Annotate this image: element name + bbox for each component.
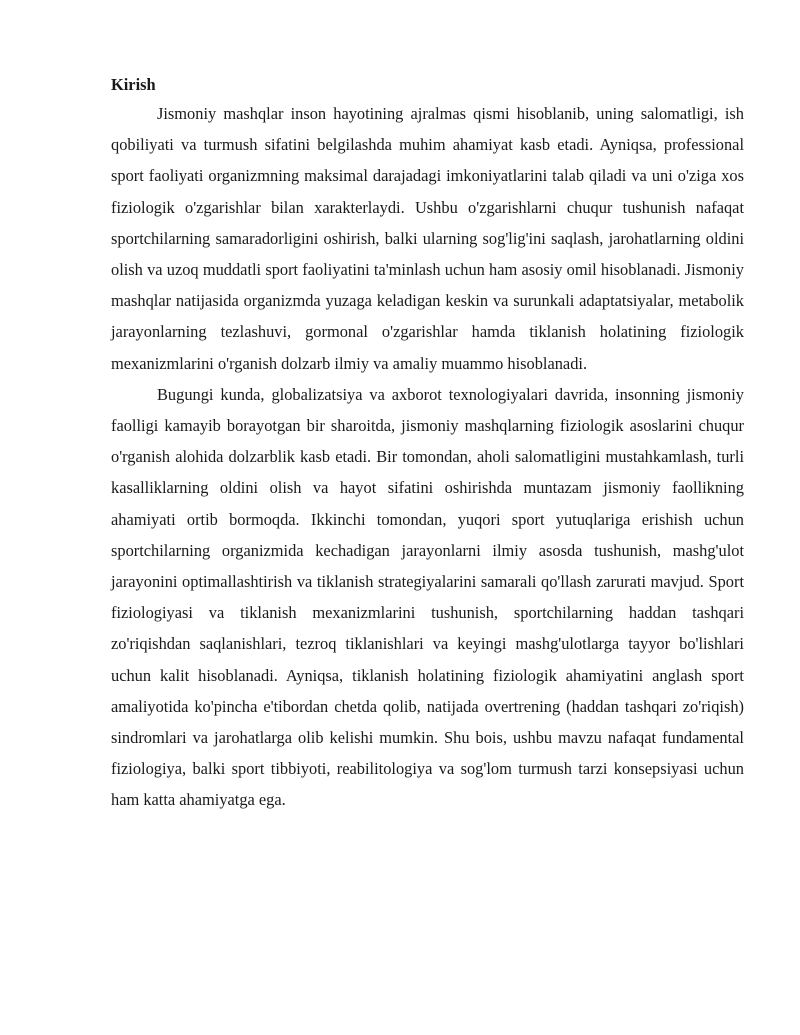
paragraph-1: Jismoniy mashqlar inson hayotining ajralmas qismi hisoblanib, uning salomatligi, ish qobiliyati va turmush sifatini belgilashda muhim ahamiyat kasb etadi. Ayniqsa, professional sport faoliyati organizmning maksimal darajadagi imkoniyatlarini talab qiladi va uni o'ziga xos fiziologik o'zgarishlar bilan xarakterlaydi. Ushbu o'zgarishlarni chuqur tushunish nafaqat sportchilarning samaradorligini oshirish, balki ularning sog'lig'ini saqlash, jarohatlarning oldini olish va uzoq muddatli sport faoliyatini ta'minlash uchun ham asosiy omil hisoblanadi. Jismoniy mashqlar natijasida organizmda yuzaga keladigan keskin va surunkali adaptatsiyalar, metabolik jarayonlarning tezlashuvi, gormonal o'zgarishlar hamda tiklanish holatining fiziologik mexanizmlarini o'rganish dolzarb ilmiy va amaliy muammo hisoblanadi. (111, 104, 744, 373)
section-heading: Kirish (111, 75, 156, 94)
paragraph-2: Bugungi kunda, globalizatsiya va axborot texnologiyalari davrida, insonning jismoniy faolligi kamayib borayotgan bir sharoitda, jismoniy mashqlarning fiziologik asoslarini chuqur o'rganish alohida dolzarblik kasb etadi. Bir tomondan, aholi salomatligini mustahkamlash, turli kasalliklarning oldini olish va hayot sifatini oshirishda muntazam jismoniy faollikning ahamiyati ortib bormoqda. Ikkinchi tomondan, yuqori sport yutuqlariga erishish uchun sportchilarning organizmida kechadigan jarayonlarni ilmiy asosda tushunish, mashg'ulot jarayonini optimallashtirish va tiklanish strategiyalarini samarali qo'llash zarurati mavjud. Sport fiziologiyasi va tiklanish mexanizmlarini tushunish, sportchilarning haddan tashqari zo'riqishdan saqlanishlari, tezroq tiklanishlari va keyingi mashg'ulotlarga tayyor bo'lishlari uchun kalit hisoblanadi. Ayniqsa, tiklanish holatining fiziologik ahamiyatini anglash sport amaliyotida ko'pincha e'tibordan chetda qolib, natijada overtrening (haddan tashqari zo'riqish) sindromlari va jarohatlarga olib kelishi mumkin. Shu bois, ushbu mavzu nafaqat fundamental fiziologiya, balki sport tibbiyoti, reabilitologiya va sog'lom turmush tarzi konsepsiyasi uchun ham katta ahamiyatga ega. (111, 384, 744, 810)
document-page (111, 72, 744, 816)
